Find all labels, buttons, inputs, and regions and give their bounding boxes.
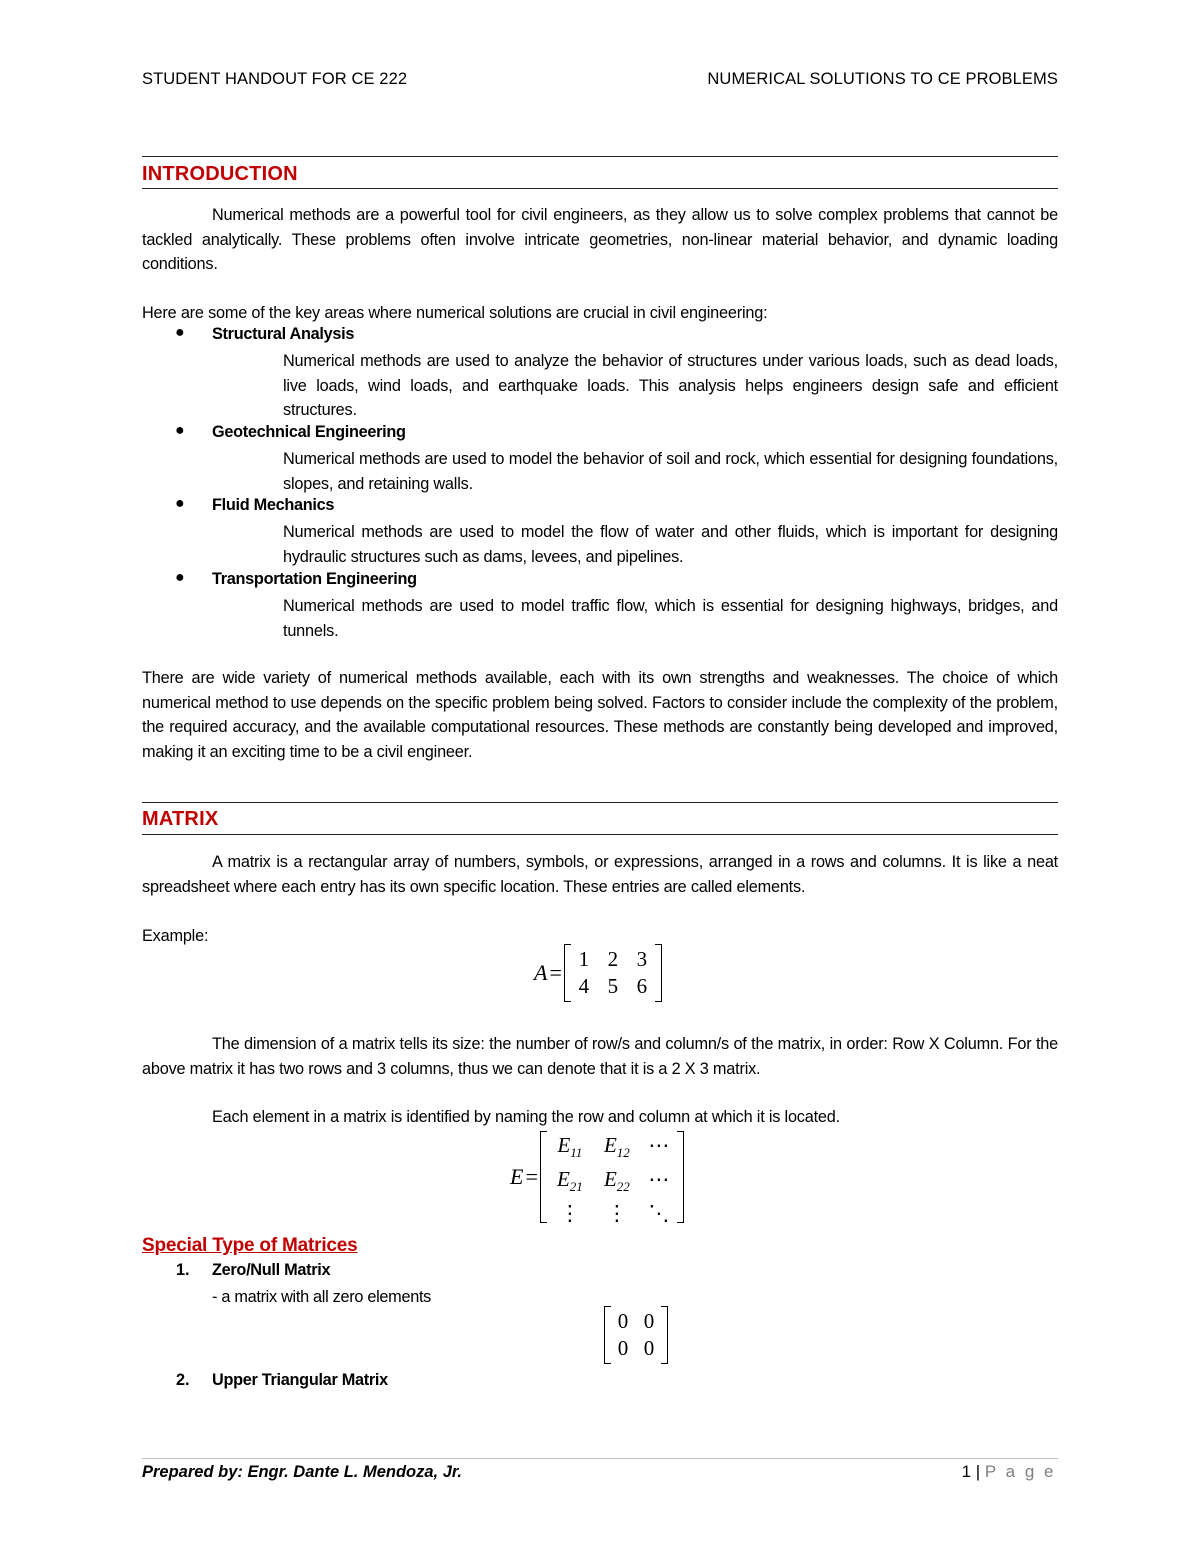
bullet-icon: ● bbox=[175, 422, 185, 439]
matrix-cell: 6 bbox=[636, 974, 648, 998]
list-number: 2. bbox=[176, 1371, 190, 1389]
matrix-cell: $E_{22}$ bbox=[603, 1167, 630, 1194]
equals-sign: = bbox=[525, 1164, 538, 1189]
matrix-paragraph-1: A matrix is a rectangular array of numbers, symbols, or expressions, arranged in a rows and columns. It is like a neat spreadsheet where each entry has its own specific location. These entries are called elements. bbox=[142, 853, 1058, 896]
example-matrix bbox=[564, 944, 662, 1002]
header-course: STUDENT HANDOUT FOR CE 222 bbox=[142, 70, 408, 88]
intro-paragraph-1: Numerical methods are a powerful tool for civil engineers, as they allow us to solve complex problems that cannot be tackled analytically. These problems often involve intricate geometries, non-linear material behavior, and dynamic loading conditions. bbox=[142, 206, 1058, 273]
hdots-icon: ⋯ bbox=[648, 1167, 670, 1191]
intro-paragraph-3: There are wide variety of numerical methods available, each with its own strengths and weaknesses. The choice of which numerical method to use depends on the specific problem being solved. Factors to consider include the complexity of the problem, the required accuracy, and the available computational resources. These methods are constantly being developed and improved, making it an exciting time to be a civil engineer. bbox=[142, 669, 1058, 761]
matrix-cell: 1 bbox=[578, 947, 590, 971]
bullet-desc-transportation: Numerical methods are used to model traffic flow, which is essential for designing highways, bridges, and tunnels. bbox=[283, 597, 1058, 640]
matrix-paragraph-2: The dimension of a matrix tells its size: the number of row/s and column/s of the matrix, in order: Row X Column. For the above matrix it has two rows and 3 columns, thus we can denote that it is a 2 X 3 matrix. bbox=[142, 1035, 1058, 1078]
example-label: Example: bbox=[142, 927, 209, 945]
bullet-desc-fluid: Numerical methods are used to model the flow of water and other fluids, which is important for designing hydraulic structures such as dams, levees, and pipelines. bbox=[283, 523, 1058, 566]
bullet-desc-geotechnical: Numerical methods are used to model the behavior of soil and rock, which essential for designing foundations, slopes, and retaining walls. bbox=[283, 450, 1058, 493]
section-title-matrix: MATRIX bbox=[142, 808, 219, 830]
matrix-type-zero-desc: - a matrix with all zero elements bbox=[212, 1288, 432, 1306]
matrix-cell: 0 bbox=[617, 1336, 629, 1360]
zero-matrix-equation bbox=[604, 1306, 668, 1364]
bullet-title-transportation: Transportation Engineering bbox=[212, 570, 417, 588]
section-title-introduction: INTRODUCTION bbox=[142, 163, 298, 185]
bullet-title-fluid: Fluid Mechanics bbox=[212, 496, 335, 514]
section-rule-bottom bbox=[142, 834, 1058, 835]
page-label: P a g e bbox=[984, 1462, 1056, 1481]
hdots-icon: ⋯ bbox=[648, 1133, 670, 1157]
bullet-title-structural: Structural Analysis bbox=[212, 325, 355, 343]
matrix-cell: 4 bbox=[578, 974, 590, 998]
matrix-cell: $E_{21}$ bbox=[556, 1167, 583, 1194]
subsection-title-special-matrices: Special Type of Matrices bbox=[142, 1235, 358, 1256]
matrix-type-upper-triangular: Upper Triangular Matrix bbox=[212, 1371, 388, 1389]
matrix-variable: A bbox=[534, 960, 548, 985]
list-number: 1. bbox=[176, 1261, 190, 1279]
section-rule-top bbox=[142, 156, 1058, 157]
intro-paragraph-2: Here are some of the key areas where numerical solutions are crucial in civil engineering: bbox=[142, 304, 768, 322]
matrix-cell: 0 bbox=[643, 1336, 655, 1360]
footer-rule bbox=[142, 1458, 1058, 1459]
section-rule-top bbox=[142, 802, 1058, 803]
right-bracket bbox=[677, 1131, 684, 1223]
ddots-icon: ⋱ bbox=[648, 1201, 670, 1225]
right-bracket bbox=[655, 944, 662, 1002]
vdots-icon: ⋮ bbox=[606, 1201, 628, 1225]
matrix-type-zero-null: Zero/Null Matrix bbox=[212, 1261, 331, 1279]
element-matrix bbox=[540, 1131, 684, 1223]
header-subject: NUMERICAL SOLUTIONS TO CE PROBLEMS bbox=[707, 70, 1058, 88]
bullet-icon: ● bbox=[175, 495, 185, 512]
zero-matrix bbox=[604, 1306, 668, 1364]
matrix-cell: $E_{11}$ bbox=[557, 1133, 583, 1160]
matrix-cell: $E_{12}$ bbox=[603, 1133, 630, 1160]
equals-sign: = bbox=[549, 960, 562, 985]
bullet-icon: ● bbox=[175, 569, 185, 586]
section-rule-bottom bbox=[142, 188, 1058, 189]
page-number bbox=[962, 1462, 1056, 1482]
page-separator: | bbox=[975, 1462, 981, 1481]
page-number-value: 1 bbox=[961, 1462, 972, 1481]
example-matrix-equation bbox=[534, 944, 662, 1002]
matrix-cell: 2 bbox=[607, 947, 619, 971]
matrix-cell: 0 bbox=[643, 1309, 655, 1333]
vdots-icon: ⋮ bbox=[559, 1201, 581, 1225]
bullet-desc-structural: Numerical methods are used to analyze the behavior of structures under various loads, such as dead loads, live loads, wind loads, and earthquake loads. This analysis helps engineers design safe and efficient structures. bbox=[283, 352, 1058, 419]
bullet-icon: ● bbox=[175, 324, 185, 341]
right-bracket bbox=[661, 1306, 668, 1364]
footer-prepared-by: Prepared by: Engr. Dante L. Mendoza, Jr. bbox=[142, 1463, 462, 1481]
matrix-cell: 0 bbox=[617, 1309, 629, 1333]
element-matrix-equation bbox=[510, 1131, 684, 1223]
matrix-cell: 5 bbox=[607, 974, 619, 998]
bullet-title-geotechnical: Geotechnical Engineering bbox=[212, 423, 406, 441]
matrix-variable: E bbox=[510, 1164, 524, 1189]
matrix-paragraph-3: Each element in a matrix is identified by naming the row and column at which it is located. bbox=[212, 1108, 840, 1126]
matrix-cell: 3 bbox=[636, 947, 648, 971]
